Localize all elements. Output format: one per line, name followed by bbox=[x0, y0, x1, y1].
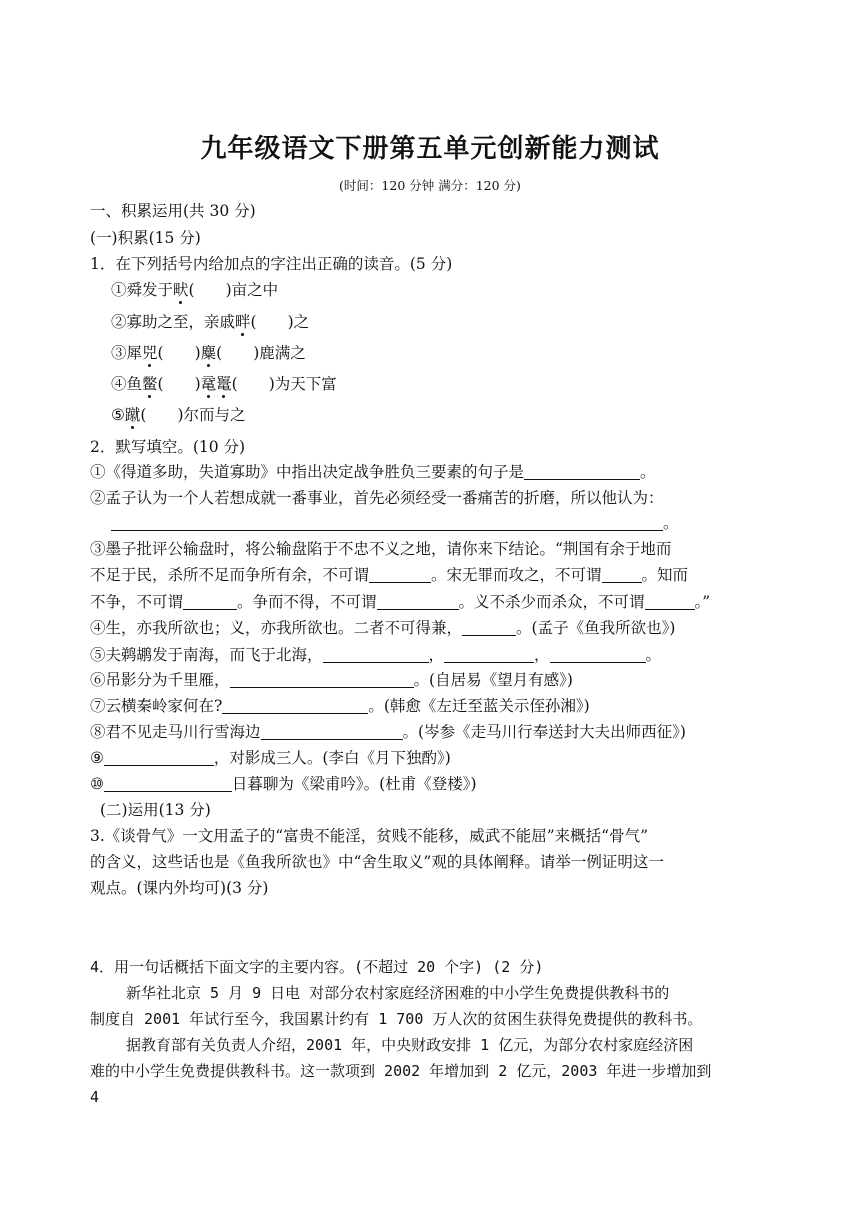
q2-line-2: ②孟子认为一个人若想成就一番事业，首先必须经受一番痛苦的折磨，所以他认为： bbox=[90, 489, 664, 507]
q2-line-8: ⑥吊影分为千里雁， 。(自居易《望月有感》) bbox=[90, 671, 573, 689]
q4-para-2-line-2: 难的中小学生免费提供教科书。这一款项到 2002 年增加到 2 亿元，2003 年进一步增加到 bbox=[90, 1062, 712, 1080]
q4-para-2-line-1: 据教育部有关负责人介绍，2001 年，中央财政安排 1 亿元，为部分农村家庭经济困 bbox=[126, 1036, 694, 1054]
q1-item-3: ③犀兕( )麋( )鹿满之 bbox=[111, 344, 306, 362]
answer-blank[interactable] bbox=[462, 619, 516, 636]
q2-stem: 2．默写填空。(10 分) bbox=[90, 438, 246, 456]
answer-blank[interactable] bbox=[104, 775, 232, 792]
answer-blank[interactable] bbox=[377, 593, 459, 610]
q2-line-1: ①《得道多助，失道寡助》中指出决定战争胜负三要素的句子是 。 bbox=[90, 463, 656, 481]
q1-stem: 1．在下列括号内给加点的字注出正确的读音。(5 分) bbox=[90, 255, 453, 273]
q2-line-11: ⑨ ，对影成三人。(李白《月下独酌》) bbox=[90, 749, 451, 767]
dotted-char: 兕 bbox=[142, 344, 158, 362]
q2-line-9: ⑦云横秦岭家何在? 。(韩愈《左迁至蓝关示侄孙湘》) bbox=[90, 697, 590, 715]
q1-item-4: ④鱼鳖( )鼋鼍( )为天下富 bbox=[111, 375, 337, 393]
q4-para-1-line-1: 新华社北京 5 月 9 日电 对部分农村家庭经济困难的中小学生免费提供教科书的 bbox=[126, 984, 670, 1002]
q2-line-12: ⑩ 日暮聊为《梁甫吟》。(杜甫《登楼》) bbox=[90, 775, 477, 793]
answer-blank[interactable] bbox=[222, 697, 368, 714]
page-title: 九年级语文下册第五单元创新能力测试 bbox=[200, 134, 660, 164]
q2-line-2b: 。 bbox=[111, 513, 679, 533]
answer-blank[interactable] bbox=[369, 566, 431, 583]
dotted-char: 蹴 bbox=[124, 406, 141, 424]
answer-blank[interactable] bbox=[111, 514, 663, 531]
q2-line-6: ④生，亦我所欲也；义，亦我所欲也。二者不可得兼， 。(孟子《鱼我所欲也》) bbox=[90, 619, 676, 637]
answer-blank[interactable] bbox=[183, 593, 237, 610]
dotted-char: 鳖 bbox=[142, 375, 158, 393]
q1-item-2: ②寡助之至，亲戚畔( )之 bbox=[111, 313, 310, 331]
answer-blank[interactable] bbox=[323, 646, 429, 663]
q4-stem: 4．用一句话概括下面文字的主要内容。(不超过 20 个字) (2 分) bbox=[90, 958, 544, 976]
q2-line-3: ③墨子批评公输盘时，将公输盘陷于不忠不义之地，请你来下结论。“荆国有余于地而 bbox=[90, 540, 672, 558]
q4-para-1-line-2: 制度自 2001 年试行至今，我国累计约有 1 700 万人次的贫困生获得免费提供的教科书。 bbox=[90, 1010, 703, 1028]
q2-line-5: 不争，不可谓 。争而不得，不可谓 。义不杀少而杀众，不可谓 。” bbox=[90, 593, 711, 611]
answer-blank[interactable] bbox=[104, 749, 214, 766]
exam-time-info: (时间：120 分钟 满分：120 分) bbox=[339, 178, 521, 193]
section-1-1-heading: (一)积累(15 分) bbox=[90, 229, 201, 247]
section-1-heading: 一、积累运用(共 30 分) bbox=[90, 202, 256, 220]
q4-para-2-line-3: 4 bbox=[90, 1088, 100, 1106]
q2-line-7: ⑤夫鹈鹕发于南海，而飞于北海， ， ， 。 bbox=[90, 646, 662, 664]
q3-line-1: 3.《谈骨气》一文用孟子的“富贵不能淫，贫贱不能移，威武不能屈”来概括“骨气” bbox=[90, 827, 648, 845]
q1-item-1: ①舜发于畎( )亩之中 bbox=[111, 281, 279, 299]
q3-line-2: 的含义，这些话也是《鱼我所欲也》中“舍生取义”观的具体阐释。请举一例证明这一 bbox=[90, 853, 664, 871]
dotted-char: 畎 bbox=[173, 281, 189, 299]
answer-blank[interactable] bbox=[230, 671, 414, 688]
q2-line-10: ⑧君不见走马川行雪海边 。(岑参《走马川行奉送封大夫出师西征》) bbox=[90, 723, 686, 741]
q1-item-5: ⑤蹴( )尔而与之 bbox=[111, 406, 246, 424]
answer-blank[interactable] bbox=[602, 566, 642, 583]
answer-blank[interactable] bbox=[645, 593, 695, 610]
section-1-2-heading: (二)运用(13 分) bbox=[100, 801, 211, 819]
dotted-char: 鼋 bbox=[200, 375, 217, 393]
dotted-char: 麋 bbox=[200, 344, 217, 362]
answer-blank[interactable] bbox=[550, 646, 646, 663]
q2-line-4: 不足于民，杀所不足而争所有余，不可谓 。宋无罪而攻之，不可谓 。知而 bbox=[90, 566, 689, 584]
answer-blank[interactable] bbox=[444, 646, 534, 663]
answer-blank[interactable] bbox=[524, 463, 640, 480]
dotted-char: 鼍 bbox=[216, 375, 232, 393]
dotted-char: 畔 bbox=[235, 313, 251, 331]
q3-line-3: 观点。(课内外均可)(3 分) bbox=[90, 879, 269, 897]
answer-blank[interactable] bbox=[261, 723, 403, 740]
